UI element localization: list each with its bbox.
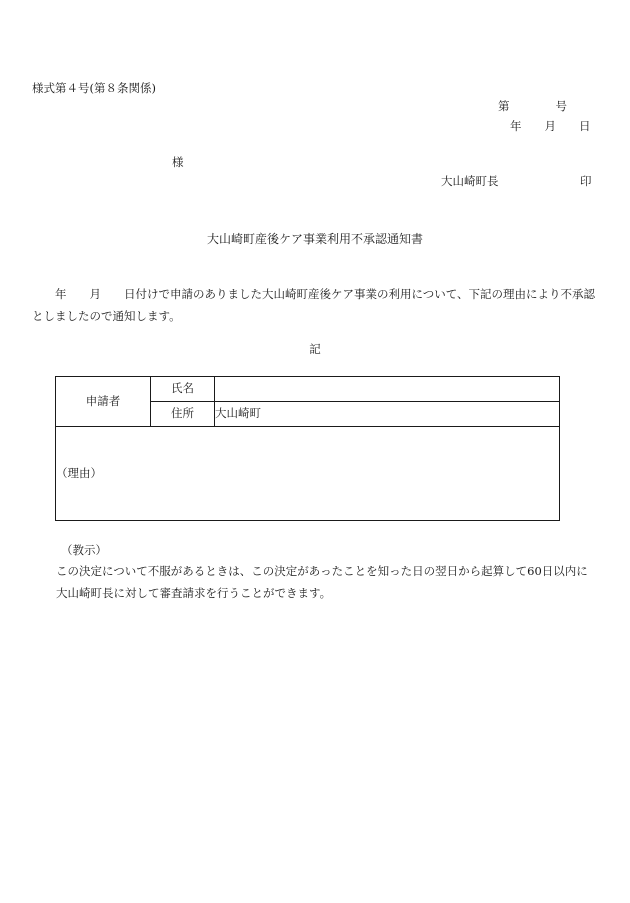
body-text: 年 月 日付けで申請のありました大山崎町産後ケア事業の利用について、下記の理由により不承認としましたので通知します。 bbox=[32, 287, 596, 323]
reason-label: （理由） bbox=[56, 465, 102, 480]
issue-number: 第 号 bbox=[498, 99, 567, 113]
document-title: 大山崎町産後ケア事業利用不承認通知書 bbox=[206, 232, 423, 246]
ki-heading: 記 bbox=[309, 342, 321, 356]
address-label: 住所 bbox=[151, 402, 215, 427]
form-number: 様式第４号(第８条関係) bbox=[32, 81, 156, 95]
issue-date: 年 月 日 bbox=[510, 119, 591, 133]
instruction-heading: （教示） bbox=[61, 543, 107, 557]
sender-name: 大山崎町長 bbox=[441, 174, 499, 188]
seal-mark: 印 bbox=[580, 174, 592, 188]
instruction-text: この決定について不服があるときは、この決定があったことを知った日の翌日から起算して60日以内に大山崎町長に対して審査請求を行うことができます。 bbox=[56, 564, 588, 600]
application-table bbox=[55, 376, 560, 521]
reason-cell bbox=[56, 427, 560, 521]
name-label: 氏名 bbox=[151, 377, 215, 402]
name-value bbox=[215, 377, 560, 402]
address-value: 大山崎町 bbox=[215, 402, 560, 427]
applicant-label: 申請者 bbox=[56, 377, 151, 427]
addressee-suffix: 様 bbox=[172, 155, 184, 169]
